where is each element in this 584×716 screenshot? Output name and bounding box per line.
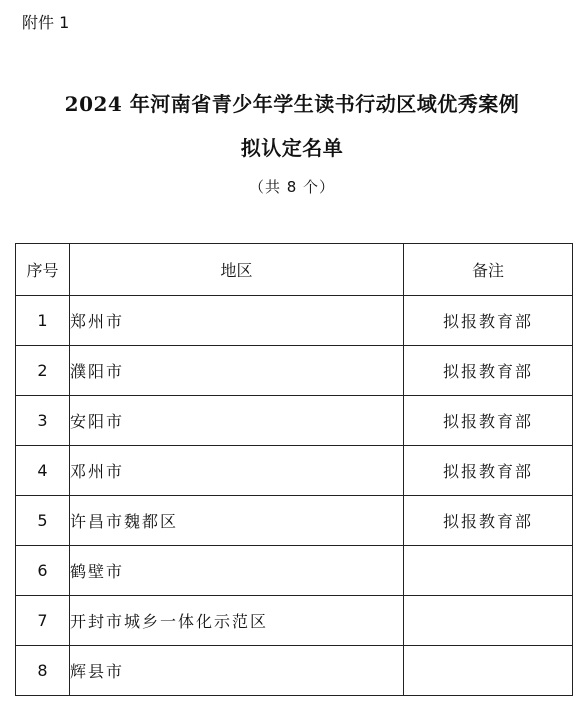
row-note bbox=[404, 596, 573, 646]
table-row bbox=[16, 496, 573, 546]
table-header-row bbox=[16, 244, 573, 296]
row-index: 7 bbox=[16, 596, 70, 646]
row-note: 拟报教育部 bbox=[404, 446, 573, 496]
list-table bbox=[15, 243, 573, 696]
row-note bbox=[404, 646, 573, 696]
attachment-label: 附件 1 bbox=[22, 13, 70, 32]
table-row bbox=[16, 546, 573, 596]
row-note: 拟报教育部 bbox=[404, 396, 573, 446]
column-header-region: 地区 bbox=[70, 244, 404, 296]
column-header-index: 序号 bbox=[16, 244, 70, 296]
row-index: 1 bbox=[16, 296, 70, 346]
table-row bbox=[16, 446, 573, 496]
row-region: 鹤壁市 bbox=[70, 546, 404, 596]
row-region: 安阳市 bbox=[70, 396, 404, 446]
row-index: 2 bbox=[16, 346, 70, 396]
row-index: 5 bbox=[16, 496, 70, 546]
row-note: 拟报教育部 bbox=[404, 296, 573, 346]
row-region: 辉县市 bbox=[70, 646, 404, 696]
row-note: 拟报教育部 bbox=[404, 346, 573, 396]
table-row bbox=[16, 346, 573, 396]
document-title-line2: 拟认定名单 bbox=[240, 136, 344, 160]
table-row bbox=[16, 396, 573, 446]
row-note: 拟报教育部 bbox=[404, 496, 573, 546]
row-region: 郑州市 bbox=[70, 296, 404, 346]
row-region: 濮阳市 bbox=[70, 346, 404, 396]
document-title-line1: 2024 年河南省青少年学生读书行动区域优秀案例 bbox=[64, 92, 520, 116]
row-region: 许昌市魏都区 bbox=[70, 496, 404, 546]
count-note: （共 8 个） bbox=[248, 178, 336, 196]
row-region: 开封市城乡一体化示范区 bbox=[70, 596, 404, 646]
table-row bbox=[16, 596, 573, 646]
row-region: 邓州市 bbox=[70, 446, 404, 496]
row-index: 4 bbox=[16, 446, 70, 496]
row-index: 8 bbox=[16, 646, 70, 696]
row-index: 6 bbox=[16, 546, 70, 596]
row-index: 3 bbox=[16, 396, 70, 446]
table-row bbox=[16, 296, 573, 346]
row-note bbox=[404, 546, 573, 596]
table-row bbox=[16, 646, 573, 696]
column-header-note: 备注 bbox=[404, 244, 573, 296]
